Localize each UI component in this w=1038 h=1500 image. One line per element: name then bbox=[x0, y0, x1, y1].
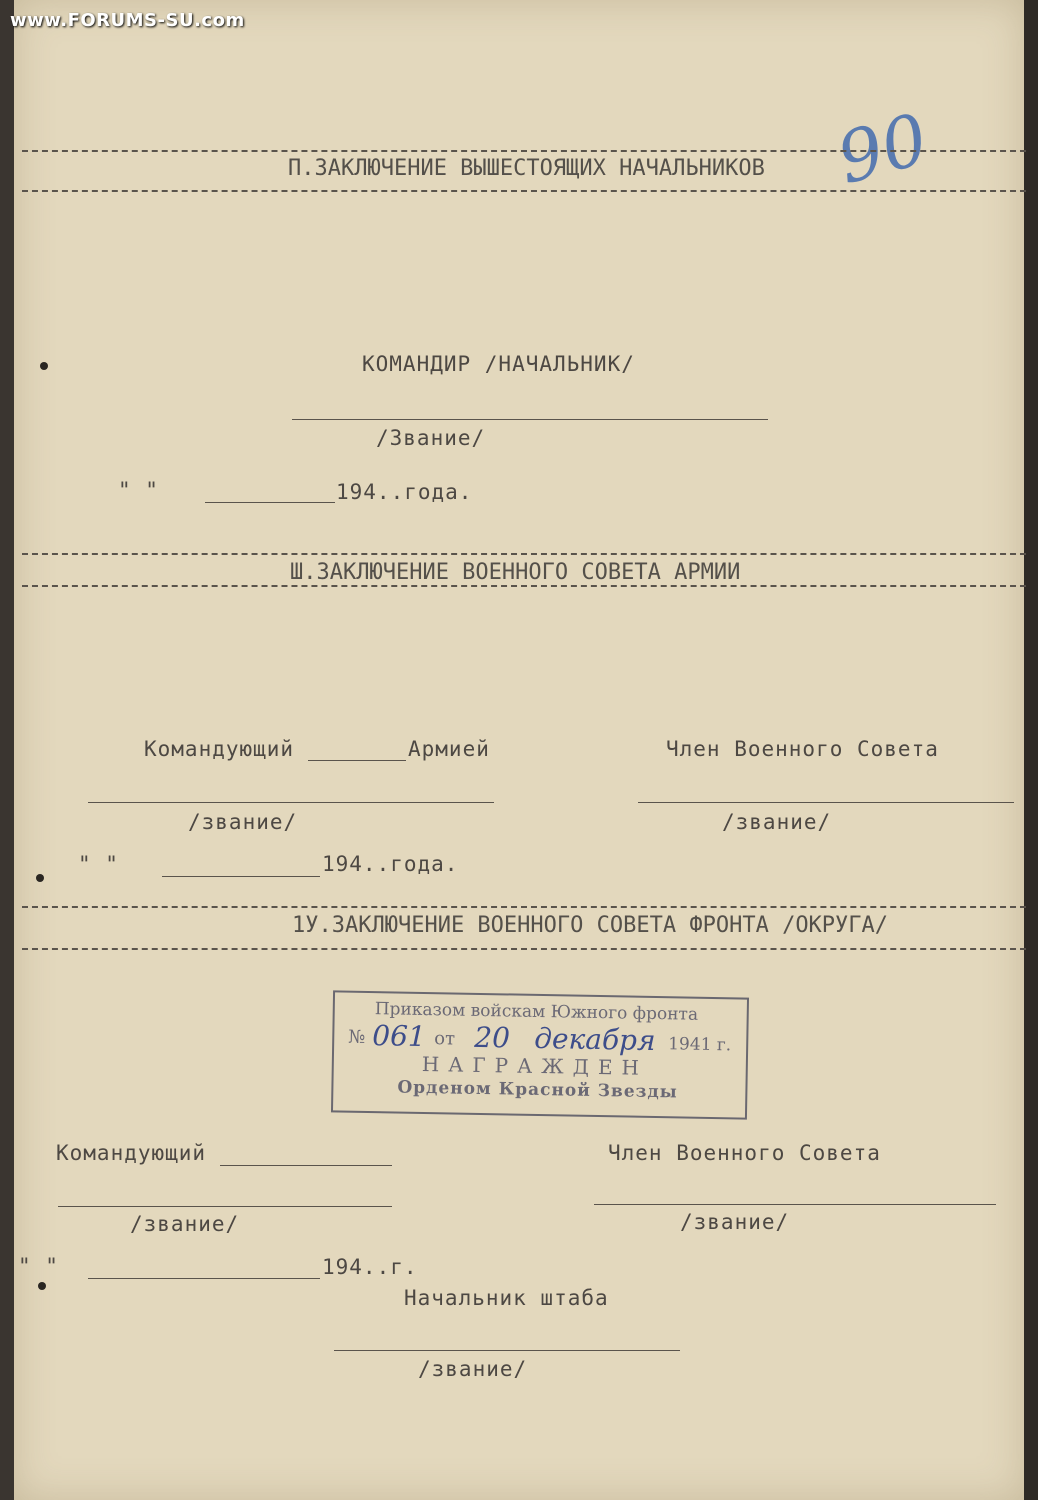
date-year: 194..года. bbox=[322, 852, 459, 876]
stamp-from: от bbox=[434, 1028, 456, 1050]
rank-label-right: /звание/ bbox=[722, 810, 832, 834]
handwritten-margin-mark: 90 bbox=[828, 97, 937, 201]
section3-heading: Ш.ЗАКЛЮЧЕНИЕ ВОЕННОГО СОВЕТА АРМИИ bbox=[290, 560, 741, 585]
section-divider bbox=[22, 553, 1026, 555]
date-quotes: " " bbox=[18, 1254, 59, 1278]
rank-label-chief: /звание/ bbox=[418, 1357, 528, 1381]
section-divider bbox=[22, 948, 1026, 950]
rank-label-right: /звание/ bbox=[680, 1210, 790, 1234]
stamp-award-name: Орденом Красной Звезды bbox=[397, 1077, 678, 1103]
signature-line bbox=[220, 1165, 392, 1166]
award-stamp bbox=[331, 990, 749, 1119]
signature-line bbox=[58, 1206, 392, 1207]
date-line bbox=[205, 502, 335, 503]
army-commander-label: Командующий bbox=[144, 737, 295, 761]
army-label: Армией bbox=[408, 737, 490, 761]
stamp-number: 061 bbox=[372, 1019, 427, 1054]
date-line bbox=[162, 876, 320, 877]
date-year: 194..года. bbox=[336, 480, 473, 504]
punch-hole bbox=[40, 362, 48, 370]
section-divider bbox=[22, 585, 1026, 587]
stamp-day: 20 bbox=[474, 1020, 511, 1055]
front-commander-label: Командующий bbox=[56, 1141, 207, 1165]
stamp-awarded: НАГРАЖДЕН bbox=[421, 1051, 649, 1080]
date-line bbox=[88, 1278, 320, 1279]
signature-line bbox=[292, 419, 768, 420]
rank-label: /Звание/ bbox=[376, 426, 486, 450]
stamp-order-line: Приказом войскам Южного фронта bbox=[374, 999, 699, 1025]
stamp-number-prefix: № bbox=[348, 1026, 366, 1048]
site-watermark: www.FORUMS-SU.com bbox=[10, 10, 245, 31]
date-year: 194..г. bbox=[322, 1255, 418, 1279]
rank-label-left: /звание/ bbox=[188, 810, 298, 834]
section-divider bbox=[22, 190, 1026, 192]
punch-hole bbox=[36, 874, 44, 882]
signature-line bbox=[638, 802, 1014, 803]
front-council-member-label: Член Военного Совета bbox=[608, 1141, 881, 1165]
signature-line bbox=[88, 802, 494, 803]
page-edge-left bbox=[0, 0, 14, 1500]
punch-hole bbox=[38, 1282, 46, 1290]
stamp-year: 1941 г. bbox=[668, 1034, 732, 1056]
army-number-line bbox=[308, 760, 406, 761]
rank-label-left: /звание/ bbox=[130, 1212, 240, 1236]
page-edge-right bbox=[1024, 0, 1038, 1500]
section2-heading: П.ЗАКЛЮЧЕНИЕ ВЫШЕСТОЯЩИХ НАЧАЛЬНИКОВ bbox=[288, 156, 765, 181]
date-quotes: " " bbox=[78, 852, 119, 876]
signature-line bbox=[594, 1204, 996, 1205]
council-member-label: Член Военного Совета bbox=[666, 737, 939, 761]
date-quotes: " " bbox=[118, 478, 159, 502]
signature-line bbox=[334, 1350, 680, 1351]
section-divider bbox=[22, 906, 1026, 908]
section4-heading: 1У.ЗАКЛЮЧЕНИЕ ВОЕННОГО СОВЕТА ФРОНТА /ОКРУГА/ bbox=[292, 913, 889, 938]
chief-of-staff-label: Начальник штаба bbox=[404, 1286, 609, 1310]
section-divider bbox=[22, 150, 1026, 152]
commander-label: КОМАНДИР /НАЧАЛЬНИК/ bbox=[362, 352, 635, 376]
stamp-month: декабря bbox=[534, 1021, 656, 1058]
